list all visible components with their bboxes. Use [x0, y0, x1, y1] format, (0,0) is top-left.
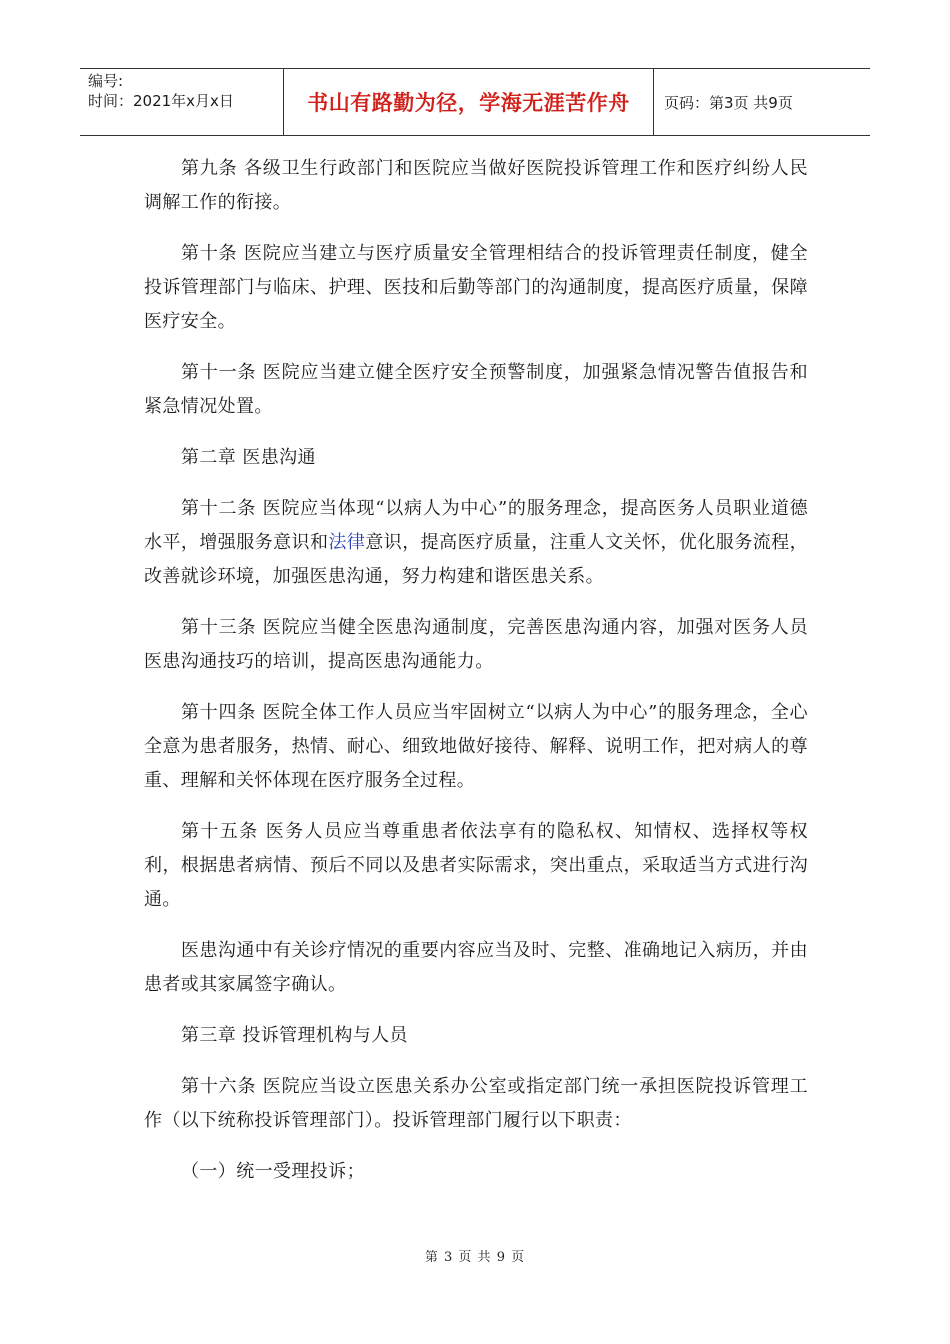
article-12 [144, 492, 808, 594]
header-motto: 书山有路勤为径，学海无涯苦作舟 [284, 69, 654, 135]
article-14: 第十四条 医院全体工作人员应当牢固树立“以病人为中心”的服务理念，全心全意为患者服务，热情、耐心、细致地做好接待、解释、说明工作，把对病人的尊重、理解和关怀体现在医疗服务全过程。 [144, 702, 808, 791]
article-11: 第十一条 医院应当建立健全医疗安全预警制度，加强紧急情况警告值报告和紧急情况处置。 [144, 362, 808, 417]
time-label: 时间：2021年x月x日 [88, 92, 234, 110]
article-15-note: 医患沟通中有关诊疗情况的重要内容应当及时、完整、准确地记入病历，并由患者或其家属签字确认。 [144, 940, 808, 995]
chapter-2-heading: 第二章 医患沟通 [181, 447, 316, 468]
article-16: 第十六条 医院应当设立医患关系办公室或指定部门统一承担医院投诉管理工作（以下统称投诉管理部门）。投诉管理部门履行以下职责： [144, 1076, 808, 1131]
article-13: 第十三条 医院应当健全医患沟通制度，完善医患沟通内容，加强对医务人员医患沟通技巧的培训，提高医患沟通能力。 [144, 617, 808, 672]
article-15: 第十五条 医务人员应当尊重患者依法享有的隐私权、知情权、选择权等权利，根据患者病情、预后不同以及患者实际需求，突出重点，采取适当方式进行沟通。 [144, 821, 808, 910]
law-link[interactable]: 法律 [328, 532, 366, 553]
header-info-cell [80, 69, 284, 135]
page-header [80, 68, 870, 136]
document-body [144, 152, 808, 1206]
header-page-code: 页码：第3页 共9页 [664, 93, 793, 112]
article-12-text-before: 第十二条 医院应当体现“以病人为中心”的服务理念，提高医务人员职业道德水平，增强服务意识和 [144, 498, 808, 553]
number-label: 编号: [88, 72, 124, 90]
article-9: 第九条 各级卫生行政部门和医院应当做好医院投诉管理工作和医疗纠纷人民调解工作的衔接。 [144, 158, 808, 213]
article-10: 第十条 医院应当建立与医疗质量安全管理相结合的投诉管理责任制度，健全投诉管理部门与临床、护理、医技和后勤等部门的沟通制度，提高医疗质量，保障医疗安全。 [144, 243, 808, 332]
article-12-text-after: 意识，提高医疗质量，注重人文关怀，优化服务流程，改善就诊环境，加强医患沟通，努力构建和谐医患关系。 [144, 532, 808, 587]
page-footer: 第 3 页 共 9 页 [424, 1250, 526, 1265]
chapter-3-heading: 第三章 投诉管理机构与人员 [181, 1025, 408, 1046]
duty-item-1: （一）统一受理投诉； [181, 1161, 365, 1182]
